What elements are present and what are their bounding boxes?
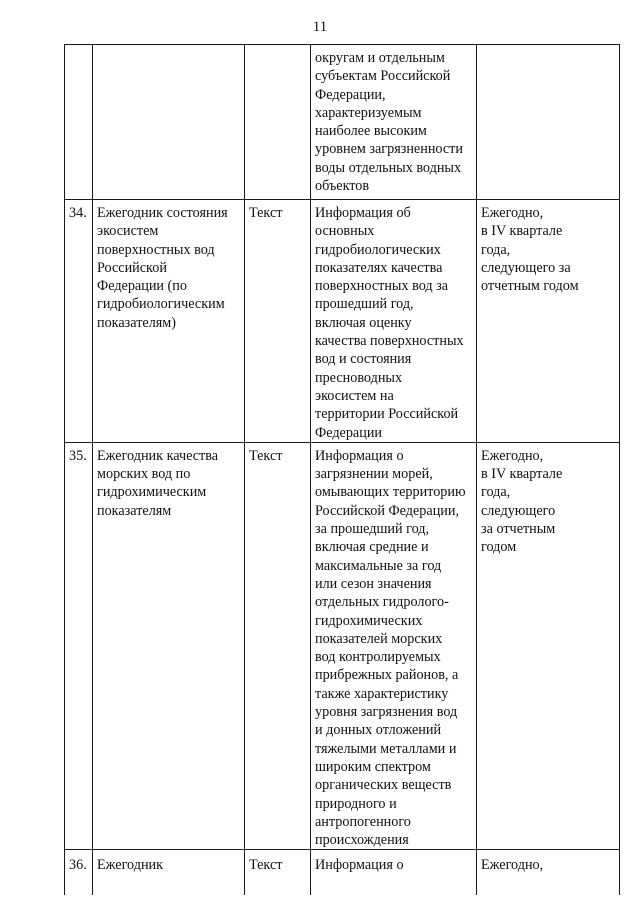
table-row [65, 850, 620, 895]
publication-info: Информация об основных гидробиологических показателях качества поверхностных вод за прошедший год, включая оценку качества поверхностных вод и состояния пресноводных экосистем на территории Российской Федерации [311, 200, 477, 443]
table-row [65, 200, 620, 443]
row-number: 34. [65, 200, 93, 443]
publication-info: Информация о [311, 850, 477, 895]
publication-name: Ежегодник состояния экосистем поверхностных вод Российской Федерации (по гидробиологическим показателям) [93, 200, 245, 443]
publication-info: Информация о загрязнении морей, омывающих территорию Российской Федерации, за прошедший год, включая средние и максимальные за год или сезон значения отдельных гидролого- гидрохимических показателей морских вод контролируемых прибрежных районов, а также характеристику уровня загрязнения вод и донных отложений тяжелыми металлами и широким спектром органических веществ природного и антропогенного происхождения [311, 442, 477, 850]
publication-form [245, 45, 311, 200]
publication-term [477, 45, 620, 200]
document-table [64, 44, 620, 895]
publication-form: Текст [245, 850, 311, 895]
publication-term: Ежегодно, в IV квартале года, следующего за отчетным годом [477, 200, 620, 443]
publication-term: Ежегодно, в IV квартале года, следующего за отчетным годом [477, 442, 620, 850]
row-number: 35. [65, 442, 93, 850]
publication-term: Ежегодно, [477, 850, 620, 895]
publication-info: округам и отдельным субъектам Российской Федерации, характеризуемым наиболее высоким уровнем загрязненности воды отдельных водных объектов [311, 45, 477, 200]
row-number [65, 45, 93, 200]
publication-name: Ежегодник качества морских вод по гидрохимическим показателям [93, 442, 245, 850]
publication-name [93, 45, 245, 200]
table-row [65, 45, 620, 200]
publication-form: Текст [245, 442, 311, 850]
row-number: 36. [65, 850, 93, 895]
publication-name: Ежегодник [93, 850, 245, 895]
table-row [65, 442, 620, 850]
page-number: 11 [312, 19, 328, 35]
publication-form: Текст [245, 200, 311, 443]
